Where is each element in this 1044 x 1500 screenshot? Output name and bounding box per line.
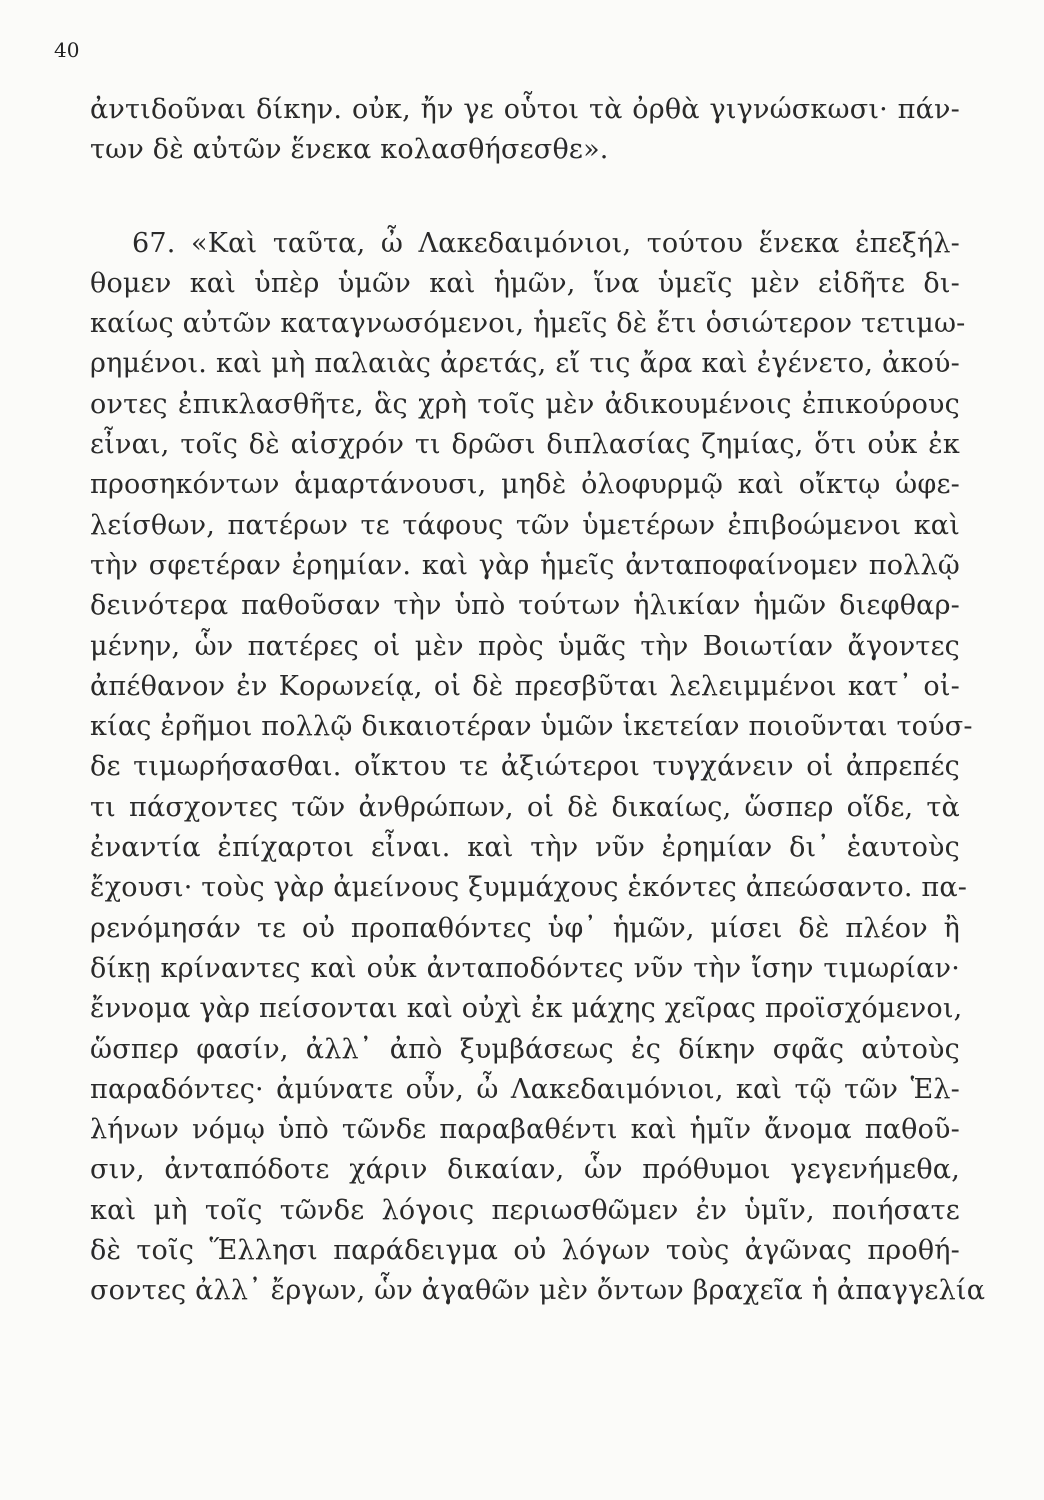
text-line: εἶναι, τοῖς δὲ αἰσχρόν τι δρῶσι διπλασίας ζημίας, ὅτι οὐκ ἐκ [90,429,960,461]
page-number: 40 [54,38,80,62]
text-line: δὲ τοῖς Ἕλλησι παράδειγμα οὐ λόγων τοὺς ἀγῶνας προθή- [90,1235,960,1267]
body-text [90,90,986,1312]
text-line: σιν, ἀνταπόδοτε χάριν δικαίαν, ὧν πρόθυμοι γεγενήμεθα, [90,1154,960,1186]
text-line: δεινότερα παθοῦσαν τὴν ὑπὸ τούτων ἡλικίαν ἡμῶν διεφθαρ- [90,590,960,622]
text-line: παραδόντες· ἀμύνατε οὖν, ὦ Λακεδαιμόνιοι, καὶ τῷ τῶν Ἑλ- [90,1073,960,1105]
text-line: σοντες ἀλλ᾽ ἔργων, ὧν ἀγαθῶν μὲν ὄντων βραχεῖα ἡ ἀπαγγελία [90,1275,986,1307]
text-line: τι πάσχοντες τῶν ἀνθρώπων, οἱ δὲ δικαίως, ὥσπερ οἵδε, τὰ [90,791,960,823]
paragraph-gap [90,171,960,224]
text-line: ἔχουσι· τοὺς γὰρ ἀμείνους ξυμμάχους ἑκόντες ἀπεώσαντο. πα- [90,872,968,904]
text-line: καίως αὐτῶν καταγνωσόμενοι, ἡμεῖς δὲ ἔτι ὁσιώτερον τετιμω- [90,308,966,340]
text-line: ἀπέθανον ἐν Κορωνείᾳ, οἱ δὲ πρεσβῦται λελειμμένοι κατ᾽ οἰ- [90,670,960,702]
paragraph-1 [90,90,960,171]
text-line: ἐναντία ἐπίχαρτοι εἶναι. καὶ τὴν νῦν ἐρημίαν δι᾽ ἑαυτοὺς [90,832,960,864]
text-line: μένην, ὧν πατέρες οἱ μὲν πρὸς ὑμᾶς τὴν Βοιωτίαν ἄγοντες [90,630,960,662]
paragraph-67 [90,224,986,1312]
text-line: δίκῃ κρίναντες καὶ οὐκ ἀνταποδόντες νῦν τὴν ἴσην τιμωρίαν· [90,952,960,984]
text-line: ἀντιδοῦναι δίκην. οὐκ, ἤν γε οὗτοι τὰ ὀρθὰ γιγνώσκωσι· πάν- [90,94,960,125]
text-line: ρενόμησάν τε οὐ προπαθόντες ὑφ᾽ ἡμῶν, μίσει δὲ πλέον ἢ [90,912,960,944]
text-line: τὴν σφετέραν ἐρημίαν. καὶ γὰρ ἡμεῖς ἀνταποφαίνομεν πολλῷ [90,549,960,581]
text-line: θομεν καὶ ὑπὲρ ὑμῶν καὶ ἡμῶν, ἵνα ὑμεῖς μὲν εἰδῆτε δι- [90,267,960,299]
text-line: οντες ἐπικλασθῆτε, ἃς χρὴ τοῖς μὲν ἀδικουμένοις ἐπικούρους [90,388,960,420]
text-line: των δὲ αὐτῶν ἕνεκα κολασθήσεσθε». [90,134,609,166]
text-line: ὥσπερ φασίν, ἀλλ᾽ ἀπὸ ξυμβάσεως ἐς δίκην σφᾶς αὐτοὺς [90,1033,960,1065]
text-line: καὶ μὴ τοῖς τῶνδε λόγοις περιωσθῶμεν ἐν ὑμῖν, ποιήσατε [90,1194,960,1226]
text-line: ἔννομα γὰρ πείσονται καὶ οὐχὶ ἐκ μάχης χεῖρας προϊσχόμενοι, [90,993,963,1025]
text-line: ρημένοι. καὶ μὴ παλαιὰς ἀρετάς, εἴ τις ἄρα καὶ ἐγένετο, ἀκού- [90,348,960,380]
text-line: προσηκόντων ἁμαρτάνουσι, μηδὲ ὀλοφυρμῷ καὶ οἴκτῳ ὠφε- [90,469,960,501]
text-line: δε τιμωρήσασθαι. οἴκτου τε ἀξιώτεροι τυγχάνειν οἱ ἀπρεπές [90,751,960,783]
text-line: κίας ἐρῆμοι πολλῷ δικαιοτέραν ὑμῶν ἱκετείαν ποιοῦνται τούσ- [90,711,973,743]
text-line: λήνων νόμῳ ὑπὸ τῶνδε παραβαθέντι καὶ ἡμῖν ἄνομα παθοῦ- [90,1114,960,1146]
text-line: 67. «Καὶ ταῦτα, ὦ Λακεδαιμόνιοι, τούτου ἕνεκα ἐπεξήλ- [132,227,960,259]
text-line: λείσθων, πατέρων τε τάφους τῶν ὑμετέρων ἐπιβοώμενοι καὶ [90,509,960,541]
